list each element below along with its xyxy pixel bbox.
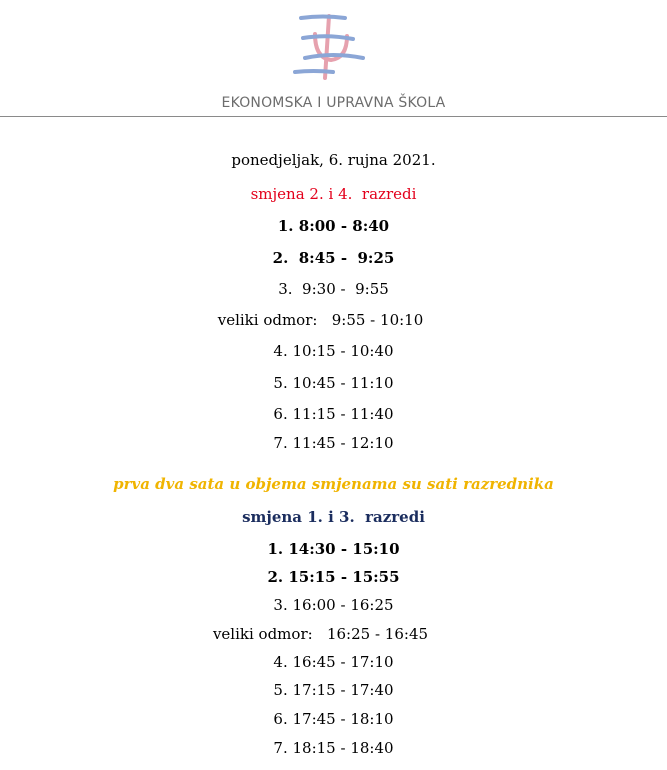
homeroom-note: prva dva sata u objema smjenama su sati razrednika (113, 475, 554, 493)
shift-a-period: 5. 10:45 - 11:10 (273, 374, 394, 392)
shift-a-title: smjena 2. i 4. razredi (250, 185, 417, 203)
school-logo-icon (293, 12, 369, 82)
shift-b-period: 5. 17:15 - 17:40 (273, 681, 394, 699)
shift-a-period: 4. 10:15 - 10:40 (273, 342, 394, 360)
school-name: EKONOMSKA I UPRAVNA ŠKOLA (221, 95, 446, 111)
shift-a-period: 7. 11:45 - 12:10 (273, 434, 394, 452)
shift-b-title: smjena 1. i 3. razredi (242, 508, 425, 526)
shift-b-break: veliki odmor: 16:25 - 16:45 (212, 625, 429, 643)
shift-b-period: 6. 17:45 - 18:10 (273, 710, 394, 728)
shift-b-period: 7. 18:15 - 18:40 (273, 739, 394, 757)
shift-a-period: 2. 8:45 - 9:25 (272, 249, 395, 267)
shift-b-period: 2. 15:15 - 15:55 (267, 568, 400, 586)
page-header (0, 0, 667, 118)
date-line: ponedjeljak, 6. rujna 2021. (231, 151, 436, 169)
shift-b-period: 4. 16:45 - 17:10 (273, 653, 394, 671)
shift-b-period: 3. 16:00 - 16:25 (273, 596, 394, 614)
header-divider (0, 116, 667, 117)
shift-b-period: 1. 14:30 - 15:10 (267, 540, 400, 558)
shift-a-period: 3. 9:30 - 9:55 (278, 280, 389, 298)
shift-a-period: 6. 11:15 - 11:40 (273, 405, 394, 423)
shift-a-period: 1. 8:00 - 8:40 (277, 217, 390, 235)
shift-a-break: veliki odmor: 9:55 - 10:10 (217, 311, 424, 329)
